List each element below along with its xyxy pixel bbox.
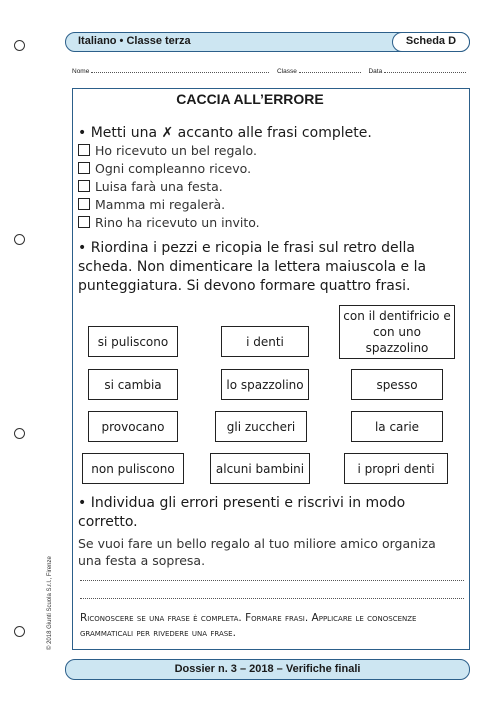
sentence-piece[interactable]: gli zuccheri [215, 411, 307, 442]
exercise2-instruction: • Riordina i pezzi e ricopia le frasi sul retro della [78, 240, 415, 256]
sentence-piece[interactable]: si cambia [88, 369, 178, 400]
answer-line[interactable] [80, 598, 464, 599]
sentence-piece[interactable]: i denti [221, 326, 309, 357]
learning-objectives: Riconoscere se una frase è completa. Formare frasi. Applicare le conoscenze grammaticali per rivedere una frase. [80, 612, 417, 639]
class-field[interactable] [299, 66, 361, 73]
binder-hole [14, 428, 25, 439]
sentence-piece[interactable]: la carie [351, 411, 443, 442]
sentence-piece[interactable]: alcuni bambini [210, 453, 310, 484]
error-text-line: una festa a sopresa. [78, 553, 206, 568]
sentence-piece[interactable]: si puliscono [88, 326, 178, 357]
copyright-notice: © 2018 Giunti Scuola S.r.l., Firenze [47, 556, 53, 650]
sentence-item: Rino ha ricevuto un invito. [78, 215, 260, 231]
date-field[interactable] [384, 66, 466, 73]
class-label: Classe [276, 68, 297, 75]
exercise3-instruction: corretto. [78, 514, 138, 530]
binder-hole [14, 626, 25, 637]
sentence-piece[interactable]: lo spazzolino [221, 369, 309, 400]
date-label: Data [368, 68, 383, 75]
sentence-piece[interactable]: con il dentifricio e con uno spazzolino [339, 305, 455, 359]
sentence-piece[interactable]: spesso [351, 369, 443, 400]
exercise2-instruction: punteggiatura. Si devono formare quattro frasi. [78, 278, 411, 294]
course-label: Italiano • Classe terza [78, 35, 191, 47]
checkbox[interactable] [78, 180, 90, 192]
sentence-piece[interactable]: non puliscono [82, 453, 184, 484]
scheda-label: Scheda D [392, 32, 470, 52]
checkbox[interactable] [78, 162, 90, 174]
binder-hole [14, 40, 25, 51]
exercise1-instruction: • Metti una ✗ accanto alle frasi complete. [78, 125, 372, 141]
checkbox[interactable] [78, 144, 90, 156]
sentence-piece[interactable]: provocano [88, 411, 178, 442]
error-text-line: Se vuoi fare un bello regalo al tuo miliore amico organiza [78, 536, 436, 551]
name-field[interactable] [91, 66, 269, 73]
checkbox[interactable] [78, 198, 90, 210]
sentence-item: Mamma mi regalerà. [78, 197, 225, 213]
name-label: Nome [72, 68, 90, 75]
exercise3-instruction: • Individua gli errori presenti e riscrivi in modo [78, 495, 406, 511]
answer-line[interactable] [80, 580, 464, 581]
sentence-item: Luisa farà una festa. [78, 179, 223, 195]
binder-hole [14, 234, 25, 245]
student-info-row [72, 66, 472, 75]
checkbox[interactable] [78, 216, 90, 228]
exercise2-instruction: scheda. Non dimenticare la lettera maiuscola e la [78, 259, 427, 275]
worksheet-title: CACCIA ALL’ERRORE [176, 91, 324, 107]
sentence-item: Ogni compleanno ricevo. [78, 161, 251, 177]
footer-bar: Dossier n. 3 – 2018 – Verifiche finali [65, 659, 470, 680]
header-bar [65, 32, 470, 52]
sentence-item: Ho ricevuto un bel regalo. [78, 143, 257, 159]
sentence-piece[interactable]: i propri denti [344, 453, 448, 484]
